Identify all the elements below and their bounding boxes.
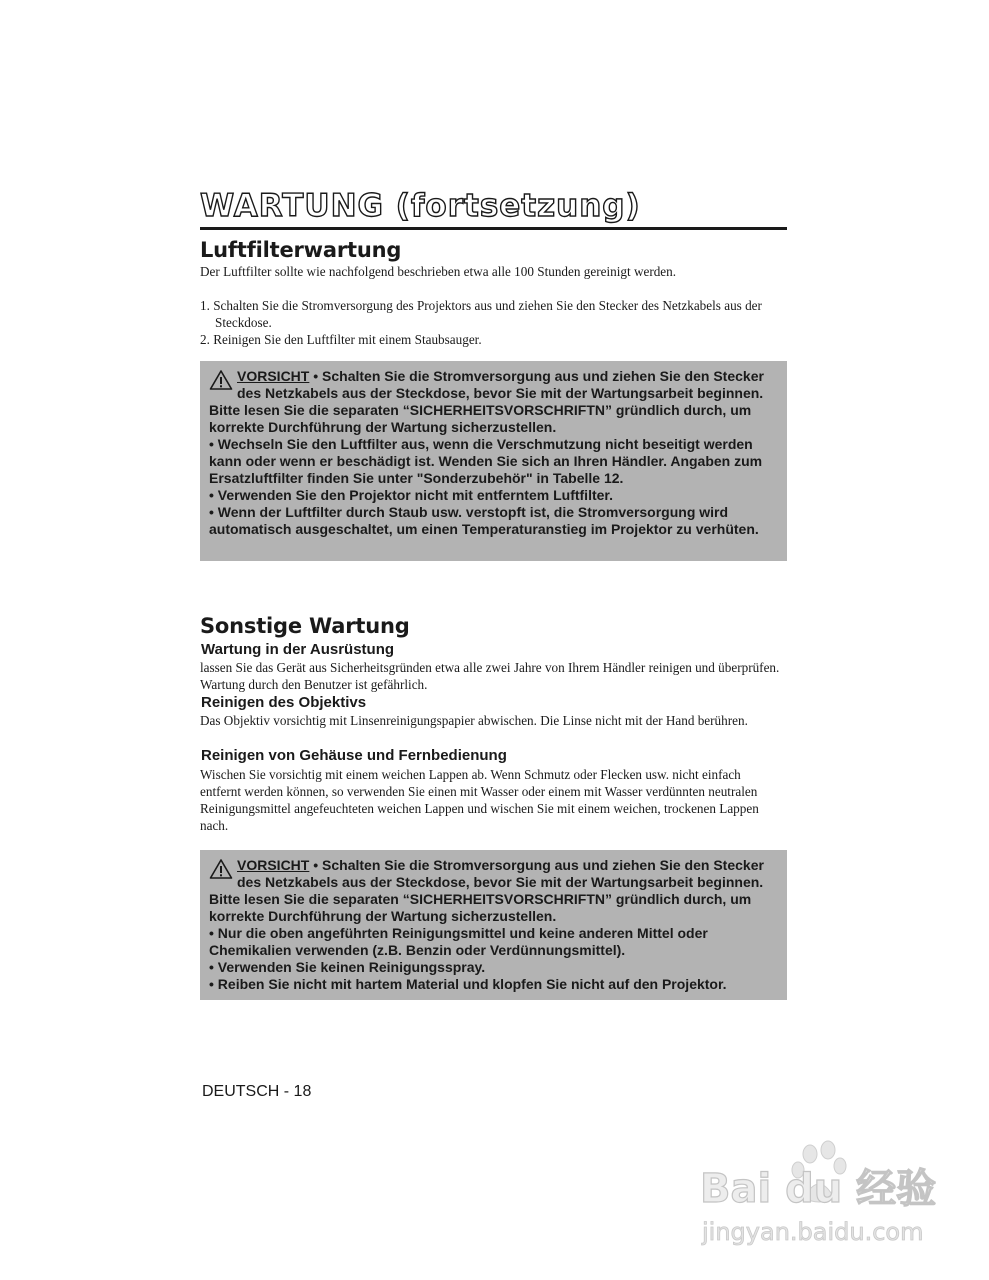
caution-first [209,857,777,925]
text-equipment: lassen Sie das Gerät aus Sicherheitsgründen etwa alle zwei Jahre von Ihrem Händler reinigen und überprüfen. Wartung durch den Benutzer ist gefährlich. [200,660,780,692]
watermark-url: jingyan.baidu.com [702,1218,924,1246]
caution-first [209,368,777,436]
warning-triangle-icon [209,369,233,391]
caution-text: • Schalten Sie die Stromversorgung aus und ziehen Sie den Stecker des Netzkabels aus der Steckdose, bevor Sie mit der Wartungsarbeit beginnen. Bitte lesen Sie die separaten “SICHERHEITSVORSCHRIFTN” gründlich durch, um korrekte Durchführung der Wartung sicherzustellen. [209,857,764,924]
caution-item: • Reiben Sie nicht mit hartem Material und klopfen Sie nicht auf den Projektor. [209,976,727,992]
watermark-logo-text: Bai du 经验 [700,1166,937,1212]
caution-label: VORSICHT [237,857,310,873]
subheading-housing: Reinigen von Gehäuse und Fernbedienung [201,747,507,764]
air-filter-intro: Der Luftfilter sollte wie nachfolgend beschrieben etwa alle 100 Stunden gereinigt werden. [200,264,677,279]
text-housing: Wischen Sie vorsichtig mit einem weichen Lappen ab. Wenn Schmutz oder Flecken usw. nicht einfach entfernt werden können, so verwenden Sie einen mit Wasser oder einem mit Wasser verdünnten neutralen Reinigungsmittel angefeuchteten weichen Lappen und wischen Sie mit einem weichen, trockenen Lappen nach. [200,767,759,833]
other-maintenance-heading: Sonstige Wartung [200,614,410,638]
text-lens: Das Objektiv vorsichtig mit Linsenreinigungspapier abwischen. Die Linse nicht mit der Hand berühren. [200,713,748,728]
caution-item: • Verwenden Sie keinen Reinigungsspray. [209,959,486,975]
caution-item: • Nur die oben angeführten Reinigungsmittel und keine anderen Mittel oder Chemikalien verwenden (z.B. Benzin oder Verdünnungsmittel). [209,925,708,958]
title-underline [200,227,787,230]
page-title: WARTUNG (fortsetzung) [200,188,641,224]
caution-item: • Wechseln Sie den Luftfilter aus, wenn die Verschmutzung nicht beseitigt werden kann oder wenn er beschädigt ist. Wenden Sie sich an Ihren Händler. Angaben zum Ersatzluftfilter finden Sie unter "Sonderzubehör" in Tabelle 12. [209,436,763,486]
caution-label: VORSICHT [237,368,310,384]
warning-triangle-icon [209,858,233,880]
step-item: 2. Reinigen Sie den Luftfilter mit einem Staubsauger. [200,332,482,347]
caution-box-air-filter [200,361,787,561]
caution-item: • Wenn der Luftfilter durch Staub usw. verstopft ist, die Stromversorgung wird automatisch ausgeschaltet, um einen Temperaturanstieg im Projektor zu verhüten. [209,504,759,537]
caution-box-other [200,850,787,1000]
air-filter-steps [200,297,787,348]
subheading-lens: Reinigen des Objektivs [201,694,367,711]
caution-text: • Schalten Sie die Stromversorgung aus und ziehen Sie den Stecker des Netzkabels aus der Steckdose, bevor Sie mit der Wartungsarbeit beginnen. Bitte lesen Sie die separaten “SICHERHEITSVORSCHRIFTN” gründlich durch, um korrekte Durchführung der Wartung sicherzustellen. [209,368,764,435]
caution-item: • Verwenden Sie den Projektor nicht mit entferntem Luftfilter. [209,487,613,503]
baidu-jingyan-watermark [700,1140,940,1250]
air-filter-heading: Luftfilterwartung [200,238,402,262]
page-number-footer: DEUTSCH - 18 [202,1083,312,1100]
step-item: 1. Schalten Sie die Stromversorgung des Projektors aus und ziehen Sie den Stecker des Netzkabels aus der Steckdose. [200,298,762,330]
subheading-equipment: Wartung in der Ausrüstung [201,641,395,658]
